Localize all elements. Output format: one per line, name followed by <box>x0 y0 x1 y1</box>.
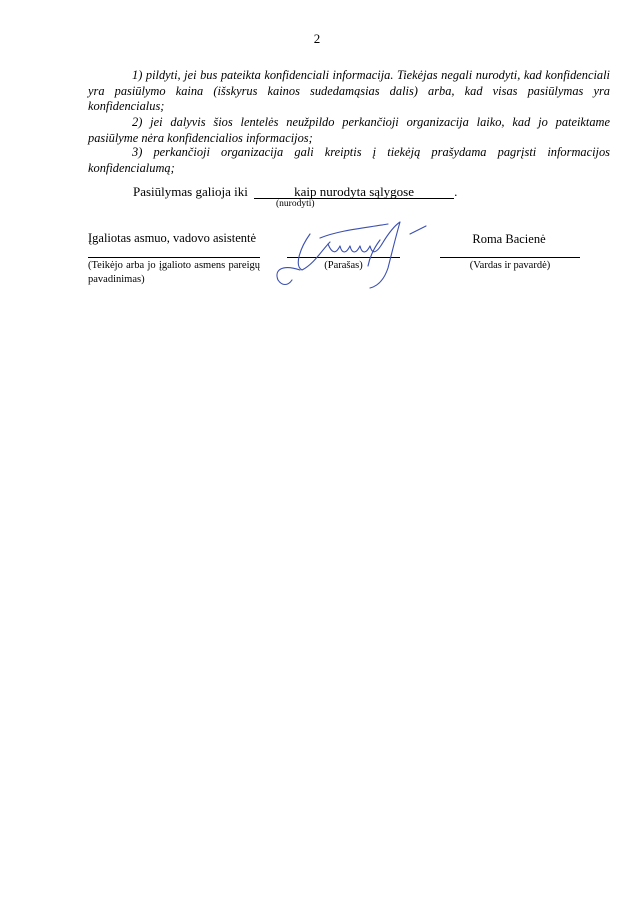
offer-validity-value: kaip nurodyta sąlygose <box>254 185 454 199</box>
representative-position: Įgaliotas asmuo, vadovo asistentė <box>88 231 257 245</box>
note-paragraph-2: 2) jei dalyvis šios lentelės neužpildo perkančioji organizacija laiko, kad jo pateiktame pasiūlyme nėra konfidencialios informacijos; <box>88 115 610 145</box>
signature-caption: (Parašas) <box>324 260 363 271</box>
representative-position-caption: (Teikėjo arba jo įgalioto asmens pareigų pavadinimas) <box>88 260 260 285</box>
offer-validity-hint: (nurodyti) <box>276 199 315 209</box>
signatory-name-caption: (Vardas ir pavardė) <box>469 260 551 271</box>
signatory-name-line <box>440 257 580 258</box>
offer-validity-label: Pasiūlymas galioja iki <box>133 184 248 199</box>
note-paragraph-3: 3) perkančioji organizacija gali kreiptis į tiekėją prašydama pagrįsti informacijos konfidencialumą; <box>88 145 610 175</box>
note-paragraph-1: 1) pildyti, jei bus pateikta konfidenciali informacija. Tiekėjas negali nurodyti, kad konfidenciali yra pasiūlymo kaina (išskyrus kainos sudedamąsias dalis) arba, kad visas pasiūlymas yra konfidencialus; <box>88 68 610 113</box>
offer-validity-end: . <box>454 184 458 199</box>
page-number: 2 <box>313 31 321 46</box>
handwritten-signature <box>270 214 450 294</box>
representative-position-line <box>88 257 260 258</box>
offer-validity-line <box>133 184 457 200</box>
signatory-name: Roma Bacienė <box>472 232 546 246</box>
